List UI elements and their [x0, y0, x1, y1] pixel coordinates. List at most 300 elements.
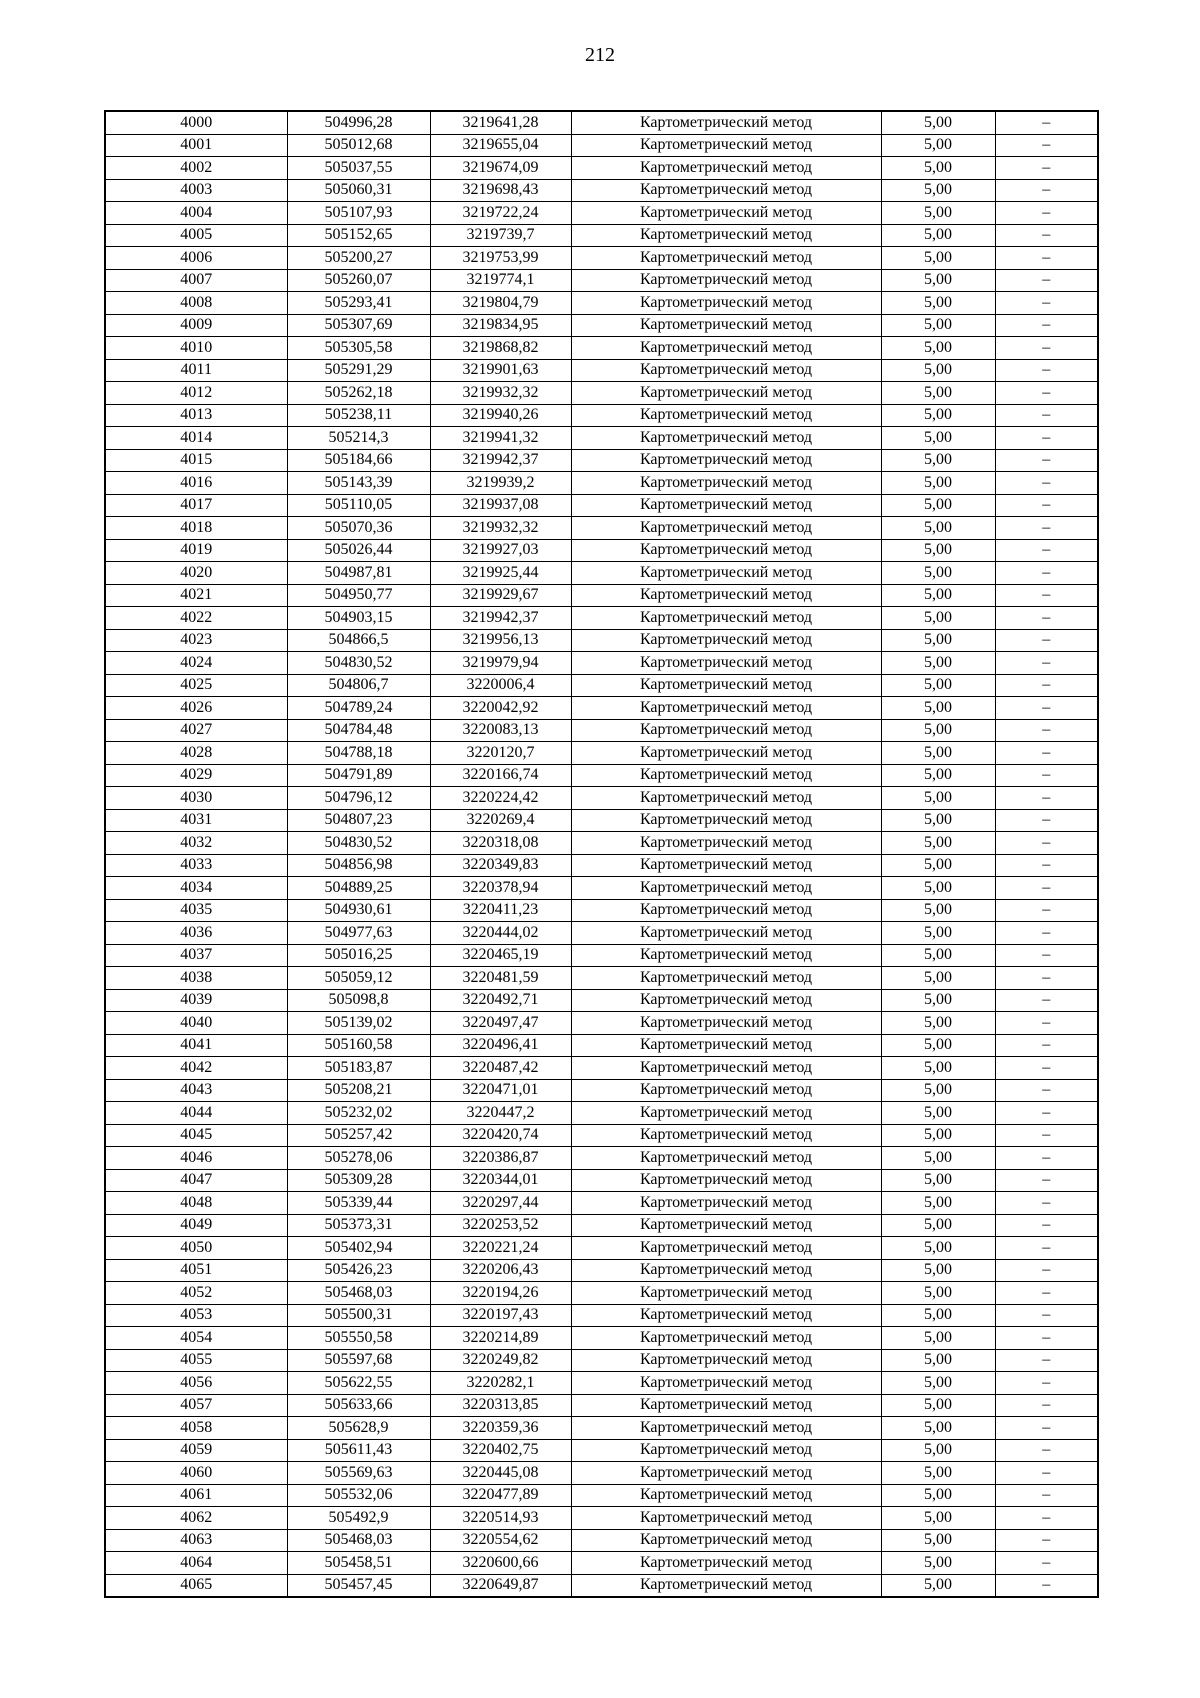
table-row	[105, 1372, 1098, 1395]
accuracy-cell: 5,00	[881, 629, 995, 652]
accuracy-cell: 5,00	[881, 337, 995, 360]
accuracy-cell: 5,00	[881, 1237, 995, 1260]
page-number: 212	[585, 44, 615, 66]
method-cell: Картометрический метод	[571, 292, 881, 315]
table-row	[105, 1237, 1098, 1260]
note-cell: –	[995, 742, 1098, 765]
point-number-cell: 4064	[105, 1552, 287, 1575]
y-coordinate-cell: 3220349,83	[430, 854, 571, 877]
point-number-cell: 4029	[105, 764, 287, 787]
x-coordinate-cell: 505305,58	[287, 337, 430, 360]
accuracy-cell: 5,00	[881, 989, 995, 1012]
note-cell: –	[995, 1417, 1098, 1440]
table-row	[105, 224, 1098, 247]
method-cell: Картометрический метод	[571, 1102, 881, 1125]
x-coordinate-cell: 505468,03	[287, 1529, 430, 1552]
point-number-cell: 4024	[105, 652, 287, 675]
y-coordinate-cell: 3219901,63	[430, 359, 571, 382]
table-row	[105, 157, 1098, 180]
table-row	[105, 674, 1098, 697]
method-cell: Картометрический метод	[571, 1282, 881, 1305]
note-cell: –	[995, 1462, 1098, 1485]
point-number-cell: 4063	[105, 1529, 287, 1552]
point-number-cell: 4060	[105, 1462, 287, 1485]
y-coordinate-cell: 3219979,94	[430, 652, 571, 675]
method-cell: Картометрический метод	[571, 697, 881, 720]
x-coordinate-cell: 505622,55	[287, 1372, 430, 1395]
x-coordinate-cell: 505257,42	[287, 1124, 430, 1147]
note-cell: –	[995, 111, 1098, 134]
point-number-cell: 4061	[105, 1484, 287, 1507]
note-cell: –	[995, 179, 1098, 202]
y-coordinate-cell: 3219927,03	[430, 539, 571, 562]
point-number-cell: 4062	[105, 1507, 287, 1530]
accuracy-cell: 5,00	[881, 787, 995, 810]
method-cell: Картометрический метод	[571, 427, 881, 450]
point-number-cell: 4011	[105, 359, 287, 382]
method-cell: Картометрический метод	[571, 787, 881, 810]
table-row	[105, 1079, 1098, 1102]
table-row	[105, 1259, 1098, 1282]
accuracy-cell: 5,00	[881, 1372, 995, 1395]
y-coordinate-cell: 3220297,44	[430, 1192, 571, 1215]
y-coordinate-cell: 3219942,37	[430, 449, 571, 472]
note-cell: –	[995, 539, 1098, 562]
table-row	[105, 1417, 1098, 1440]
x-coordinate-cell: 505278,06	[287, 1147, 430, 1170]
note-cell: –	[995, 629, 1098, 652]
note-cell: –	[995, 1529, 1098, 1552]
method-cell: Картометрический метод	[571, 674, 881, 697]
table-row	[105, 1394, 1098, 1417]
x-coordinate-cell: 504856,98	[287, 854, 430, 877]
accuracy-cell: 5,00	[881, 1192, 995, 1215]
note-cell: –	[995, 674, 1098, 697]
note-cell: –	[995, 854, 1098, 877]
method-cell: Картометрический метод	[571, 269, 881, 292]
x-coordinate-cell: 505107,93	[287, 202, 430, 225]
method-cell: Картометрический метод	[571, 1394, 881, 1417]
point-number-cell: 4034	[105, 877, 287, 900]
table-row	[105, 629, 1098, 652]
note-cell: –	[995, 1057, 1098, 1080]
x-coordinate-cell: 504950,77	[287, 584, 430, 607]
note-cell: –	[995, 1439, 1098, 1462]
table-row	[105, 944, 1098, 967]
accuracy-cell: 5,00	[881, 742, 995, 765]
point-number-cell: 4018	[105, 517, 287, 540]
method-cell: Картометрический метод	[571, 1349, 881, 1372]
point-number-cell: 4046	[105, 1147, 287, 1170]
note-cell: –	[995, 359, 1098, 382]
point-number-cell: 4042	[105, 1057, 287, 1080]
note-cell: –	[995, 224, 1098, 247]
x-coordinate-cell: 505628,9	[287, 1417, 430, 1440]
table-row	[105, 1574, 1098, 1597]
point-number-cell: 4016	[105, 472, 287, 495]
table-row	[105, 1349, 1098, 1372]
y-coordinate-cell: 3220496,41	[430, 1034, 571, 1057]
point-number-cell: 4006	[105, 247, 287, 270]
accuracy-cell: 5,00	[881, 1552, 995, 1575]
y-coordinate-cell: 3220420,74	[430, 1124, 571, 1147]
y-coordinate-cell: 3219932,32	[430, 517, 571, 540]
accuracy-cell: 5,00	[881, 494, 995, 517]
method-cell: Картометрический метод	[571, 922, 881, 945]
note-cell: –	[995, 1102, 1098, 1125]
x-coordinate-cell: 504903,15	[287, 607, 430, 630]
method-cell: Картометрический метод	[571, 1484, 881, 1507]
table-row	[105, 1192, 1098, 1215]
y-coordinate-cell: 3220378,94	[430, 877, 571, 900]
accuracy-cell: 5,00	[881, 832, 995, 855]
y-coordinate-cell: 3220554,62	[430, 1529, 571, 1552]
point-number-cell: 4049	[105, 1214, 287, 1237]
point-number-cell: 4037	[105, 944, 287, 967]
y-coordinate-cell: 3220269,4	[430, 809, 571, 832]
accuracy-cell: 5,00	[881, 652, 995, 675]
point-number-cell: 4010	[105, 337, 287, 360]
accuracy-cell: 5,00	[881, 1417, 995, 1440]
method-cell: Картометрический метод	[571, 1574, 881, 1597]
method-cell: Картометрический метод	[571, 517, 881, 540]
accuracy-cell: 5,00	[881, 292, 995, 315]
note-cell: –	[995, 337, 1098, 360]
method-cell: Картометрический метод	[571, 179, 881, 202]
x-coordinate-cell: 505184,66	[287, 449, 430, 472]
method-cell: Картометрический метод	[571, 809, 881, 832]
table-row	[105, 472, 1098, 495]
x-coordinate-cell: 505160,58	[287, 1034, 430, 1057]
method-cell: Картометрический метод	[571, 472, 881, 495]
accuracy-cell: 5,00	[881, 1214, 995, 1237]
y-coordinate-cell: 3219956,13	[430, 629, 571, 652]
point-number-cell: 4003	[105, 179, 287, 202]
method-cell: Картометрический метод	[571, 764, 881, 787]
note-cell: –	[995, 944, 1098, 967]
method-cell: Картометрический метод	[571, 1439, 881, 1462]
method-cell: Картометрический метод	[571, 1124, 881, 1147]
table-row	[105, 539, 1098, 562]
y-coordinate-cell: 3220445,08	[430, 1462, 571, 1485]
note-cell: –	[995, 1372, 1098, 1395]
point-number-cell: 4009	[105, 314, 287, 337]
method-cell: Картометрический метод	[571, 742, 881, 765]
note-cell: –	[995, 809, 1098, 832]
y-coordinate-cell: 3220447,2	[430, 1102, 571, 1125]
accuracy-cell: 5,00	[881, 517, 995, 540]
accuracy-cell: 5,00	[881, 382, 995, 405]
accuracy-cell: 5,00	[881, 1259, 995, 1282]
accuracy-cell: 5,00	[881, 764, 995, 787]
accuracy-cell: 5,00	[881, 404, 995, 427]
note-cell: –	[995, 1124, 1098, 1147]
note-cell: –	[995, 292, 1098, 315]
point-number-cell: 4045	[105, 1124, 287, 1147]
x-coordinate-cell: 504830,52	[287, 652, 430, 675]
point-number-cell: 4052	[105, 1282, 287, 1305]
accuracy-cell: 5,00	[881, 1057, 995, 1080]
table-row	[105, 787, 1098, 810]
point-number-cell: 4005	[105, 224, 287, 247]
note-cell: –	[995, 764, 1098, 787]
accuracy-cell: 5,00	[881, 1394, 995, 1417]
note-cell: –	[995, 1192, 1098, 1215]
x-coordinate-cell: 504987,81	[287, 562, 430, 585]
point-number-cell: 4056	[105, 1372, 287, 1395]
table-row	[105, 697, 1098, 720]
accuracy-cell: 5,00	[881, 1282, 995, 1305]
note-cell: –	[995, 967, 1098, 990]
table-row	[105, 111, 1098, 134]
point-number-cell: 4021	[105, 584, 287, 607]
note-cell: –	[995, 1214, 1098, 1237]
method-cell: Картометрический метод	[571, 539, 881, 562]
accuracy-cell: 5,00	[881, 1304, 995, 1327]
table-row	[105, 652, 1098, 675]
point-number-cell: 4033	[105, 854, 287, 877]
y-coordinate-cell: 3220514,93	[430, 1507, 571, 1530]
point-number-cell: 4001	[105, 134, 287, 157]
x-coordinate-cell: 505262,18	[287, 382, 430, 405]
table-row	[105, 1529, 1098, 1552]
accuracy-cell: 5,00	[881, 877, 995, 900]
note-cell: –	[995, 1349, 1098, 1372]
method-cell: Картометрический метод	[571, 1529, 881, 1552]
note-cell: –	[995, 1507, 1098, 1530]
x-coordinate-cell: 505183,87	[287, 1057, 430, 1080]
point-number-cell: 4043	[105, 1079, 287, 1102]
table-row	[105, 764, 1098, 787]
x-coordinate-cell: 504791,89	[287, 764, 430, 787]
point-number-cell: 4030	[105, 787, 287, 810]
x-coordinate-cell: 505098,8	[287, 989, 430, 1012]
method-cell: Картометрический метод	[571, 224, 881, 247]
accuracy-cell: 5,00	[881, 719, 995, 742]
method-cell: Картометрический метод	[571, 1147, 881, 1170]
x-coordinate-cell: 505307,69	[287, 314, 430, 337]
note-cell: –	[995, 1012, 1098, 1035]
y-coordinate-cell: 3220600,66	[430, 1552, 571, 1575]
x-coordinate-cell: 505110,05	[287, 494, 430, 517]
y-coordinate-cell: 3219925,44	[430, 562, 571, 585]
method-cell: Картометрический метод	[571, 157, 881, 180]
y-coordinate-cell: 3220487,42	[430, 1057, 571, 1080]
accuracy-cell: 5,00	[881, 854, 995, 877]
accuracy-cell: 5,00	[881, 134, 995, 157]
x-coordinate-cell: 505468,03	[287, 1282, 430, 1305]
y-coordinate-cell: 3219655,04	[430, 134, 571, 157]
note-cell: –	[995, 517, 1098, 540]
accuracy-cell: 5,00	[881, 1124, 995, 1147]
note-cell: –	[995, 989, 1098, 1012]
point-number-cell: 4053	[105, 1304, 287, 1327]
method-cell: Картометрический метод	[571, 382, 881, 405]
table-row	[105, 1552, 1098, 1575]
y-coordinate-cell: 3220249,82	[430, 1349, 571, 1372]
y-coordinate-cell: 3219739,7	[430, 224, 571, 247]
accuracy-cell: 5,00	[881, 899, 995, 922]
note-cell: –	[995, 1237, 1098, 1260]
method-cell: Картометрический метод	[571, 584, 881, 607]
y-coordinate-cell: 3220402,75	[430, 1439, 571, 1462]
note-cell: –	[995, 562, 1098, 585]
table-row	[105, 832, 1098, 855]
table-row	[105, 337, 1098, 360]
method-cell: Картометрический метод	[571, 1327, 881, 1350]
x-coordinate-cell: 505260,07	[287, 269, 430, 292]
x-coordinate-cell: 505500,31	[287, 1304, 430, 1327]
x-coordinate-cell: 504930,61	[287, 899, 430, 922]
accuracy-cell: 5,00	[881, 1034, 995, 1057]
note-cell: –	[995, 922, 1098, 945]
table-row	[105, 134, 1098, 157]
accuracy-cell: 5,00	[881, 922, 995, 945]
method-cell: Картометрический метод	[571, 1552, 881, 1575]
x-coordinate-cell: 505059,12	[287, 967, 430, 990]
accuracy-cell: 5,00	[881, 697, 995, 720]
table-row	[105, 1507, 1098, 1530]
note-cell: –	[995, 404, 1098, 427]
y-coordinate-cell: 3219942,37	[430, 607, 571, 630]
y-coordinate-cell: 3220313,85	[430, 1394, 571, 1417]
point-number-cell: 4022	[105, 607, 287, 630]
x-coordinate-cell: 505291,29	[287, 359, 430, 382]
point-number-cell: 4041	[105, 1034, 287, 1057]
note-cell: –	[995, 1304, 1098, 1327]
y-coordinate-cell: 3220214,89	[430, 1327, 571, 1350]
accuracy-cell: 5,00	[881, 607, 995, 630]
y-coordinate-cell: 3219937,08	[430, 494, 571, 517]
point-number-cell: 4004	[105, 202, 287, 225]
x-coordinate-cell: 504789,24	[287, 697, 430, 720]
coordinates-table	[104, 110, 1099, 1598]
note-cell: –	[995, 157, 1098, 180]
y-coordinate-cell: 3219804,79	[430, 292, 571, 315]
table-row	[105, 1439, 1098, 1462]
method-cell: Картометрический метод	[571, 1214, 881, 1237]
accuracy-cell: 5,00	[881, 1012, 995, 1035]
method-cell: Картометрический метод	[571, 247, 881, 270]
x-coordinate-cell: 505016,25	[287, 944, 430, 967]
table-row	[105, 1102, 1098, 1125]
point-number-cell: 4028	[105, 742, 287, 765]
x-coordinate-cell: 505143,39	[287, 472, 430, 495]
table-body	[105, 111, 1098, 1597]
note-cell: –	[995, 314, 1098, 337]
x-coordinate-cell: 505633,66	[287, 1394, 430, 1417]
y-coordinate-cell: 3220318,08	[430, 832, 571, 855]
point-number-cell: 4020	[105, 562, 287, 585]
x-coordinate-cell: 505597,68	[287, 1349, 430, 1372]
method-cell: Картометрический метод	[571, 1012, 881, 1035]
method-cell: Картометрический метод	[571, 989, 881, 1012]
accuracy-cell: 5,00	[881, 157, 995, 180]
y-coordinate-cell: 3220481,59	[430, 967, 571, 990]
note-cell: –	[995, 1147, 1098, 1170]
method-cell: Картометрический метод	[571, 1057, 881, 1080]
x-coordinate-cell: 505457,45	[287, 1574, 430, 1597]
table-row	[105, 1327, 1098, 1350]
y-coordinate-cell: 3220477,89	[430, 1484, 571, 1507]
table-row	[105, 967, 1098, 990]
point-number-cell: 4007	[105, 269, 287, 292]
point-number-cell: 4044	[105, 1102, 287, 1125]
point-number-cell: 4019	[105, 539, 287, 562]
y-coordinate-cell: 3219932,32	[430, 382, 571, 405]
y-coordinate-cell: 3220359,36	[430, 1417, 571, 1440]
table-row	[105, 494, 1098, 517]
table-row	[105, 1214, 1098, 1237]
note-cell: –	[995, 134, 1098, 157]
x-coordinate-cell: 505208,21	[287, 1079, 430, 1102]
table-row	[105, 382, 1098, 405]
table-row	[105, 742, 1098, 765]
method-cell: Картометрический метод	[571, 359, 881, 382]
y-coordinate-cell: 3219941,32	[430, 427, 571, 450]
x-coordinate-cell: 505026,44	[287, 539, 430, 562]
x-coordinate-cell: 505373,31	[287, 1214, 430, 1237]
x-coordinate-cell: 505550,58	[287, 1327, 430, 1350]
point-number-cell: 4038	[105, 967, 287, 990]
table-row	[105, 989, 1098, 1012]
accuracy-cell: 5,00	[881, 1327, 995, 1350]
table-row	[105, 314, 1098, 337]
method-cell: Картометрический метод	[571, 449, 881, 472]
point-number-cell: 4035	[105, 899, 287, 922]
x-coordinate-cell: 505214,3	[287, 427, 430, 450]
x-coordinate-cell: 505139,02	[287, 1012, 430, 1035]
point-number-cell: 4013	[105, 404, 287, 427]
note-cell: –	[995, 697, 1098, 720]
point-number-cell: 4054	[105, 1327, 287, 1350]
accuracy-cell: 5,00	[881, 1462, 995, 1485]
method-cell: Картометрический метод	[571, 314, 881, 337]
method-cell: Картометрический метод	[571, 1034, 881, 1057]
x-coordinate-cell: 505492,9	[287, 1507, 430, 1530]
point-number-cell: 4050	[105, 1237, 287, 1260]
y-coordinate-cell: 3220166,74	[430, 764, 571, 787]
method-cell: Картометрический метод	[571, 629, 881, 652]
table-row	[105, 179, 1098, 202]
note-cell: –	[995, 1394, 1098, 1417]
table-row	[105, 202, 1098, 225]
method-cell: Картометрический метод	[571, 607, 881, 630]
note-cell: –	[995, 472, 1098, 495]
y-coordinate-cell: 3219641,28	[430, 111, 571, 134]
x-coordinate-cell: 505070,36	[287, 517, 430, 540]
accuracy-cell: 5,00	[881, 1147, 995, 1170]
y-coordinate-cell: 3220253,52	[430, 1214, 571, 1237]
table-row	[105, 1484, 1098, 1507]
table-row	[105, 854, 1098, 877]
table-row	[105, 584, 1098, 607]
table-row	[105, 247, 1098, 270]
note-cell: –	[995, 652, 1098, 675]
x-coordinate-cell: 505569,63	[287, 1462, 430, 1485]
x-coordinate-cell: 505532,06	[287, 1484, 430, 1507]
note-cell: –	[995, 1552, 1098, 1575]
method-cell: Картометрический метод	[571, 652, 881, 675]
y-coordinate-cell: 3219698,43	[430, 179, 571, 202]
accuracy-cell: 5,00	[881, 1529, 995, 1552]
point-number-cell: 4025	[105, 674, 287, 697]
y-coordinate-cell: 3219940,26	[430, 404, 571, 427]
table-row	[105, 1124, 1098, 1147]
method-cell: Картометрический метод	[571, 562, 881, 585]
table-row	[105, 607, 1098, 630]
note-cell: –	[995, 1484, 1098, 1507]
